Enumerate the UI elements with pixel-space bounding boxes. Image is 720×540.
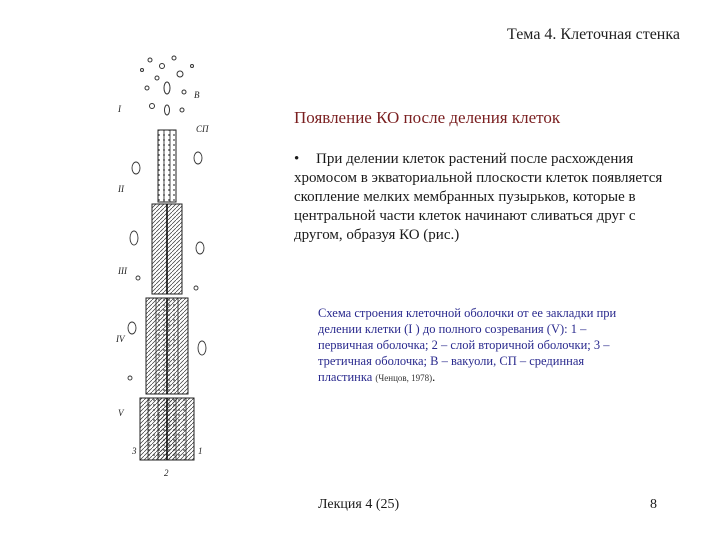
label-vacuole: В — [194, 90, 200, 100]
header-title: Тема 4. Клеточная стенка — [507, 26, 680, 43]
bullet-marker: • — [294, 151, 300, 167]
vesicles — [141, 56, 194, 115]
figure-caption — [318, 305, 618, 386]
stage-label-4: IV — [116, 334, 125, 344]
plate-stage-2 — [158, 130, 176, 202]
label-layer-1: 1 — [198, 446, 203, 456]
caption-text: Схема строения клеточной оболочки от ее закладки при делении клетки (I ) до полного созревания (V): 1 – первичная оболочка; 2 – слой вторичной оболочки; 3 – третичная оболочка; В – вакуоли, СП – срединная пластинка — [318, 306, 617, 384]
label-layer-2: 2 — [164, 468, 169, 478]
label-middle-plate: СП — [196, 124, 209, 134]
cell-wall-diagram — [112, 48, 220, 482]
footer-lecture: Лекция 4 (25) — [318, 497, 400, 512]
page-number: 8 — [650, 497, 657, 512]
stage-label-3: III — [118, 266, 127, 276]
cell-wall-diagram-svg — [112, 48, 220, 482]
bullet-text: При делении клеток растений после расхождения хромосом в экваториальной плоскости клеток появляется скопление мелких мембранных пузырьков, которые в центральной части клеток начинают сливаться друг с другом, образуя КО (рис.) — [294, 151, 663, 243]
slide-title: Появление КО после деления клеток — [294, 108, 561, 127]
bullet-paragraph — [294, 150, 664, 245]
stage-label-5: V — [118, 408, 124, 418]
label-layer-3: 3 — [132, 446, 137, 456]
caption-end: . — [432, 370, 436, 384]
stage-label-1: I — [118, 104, 121, 114]
stage-label-2: II — [118, 184, 124, 194]
caption-citation: (Ченцов, 1978) — [375, 373, 433, 383]
